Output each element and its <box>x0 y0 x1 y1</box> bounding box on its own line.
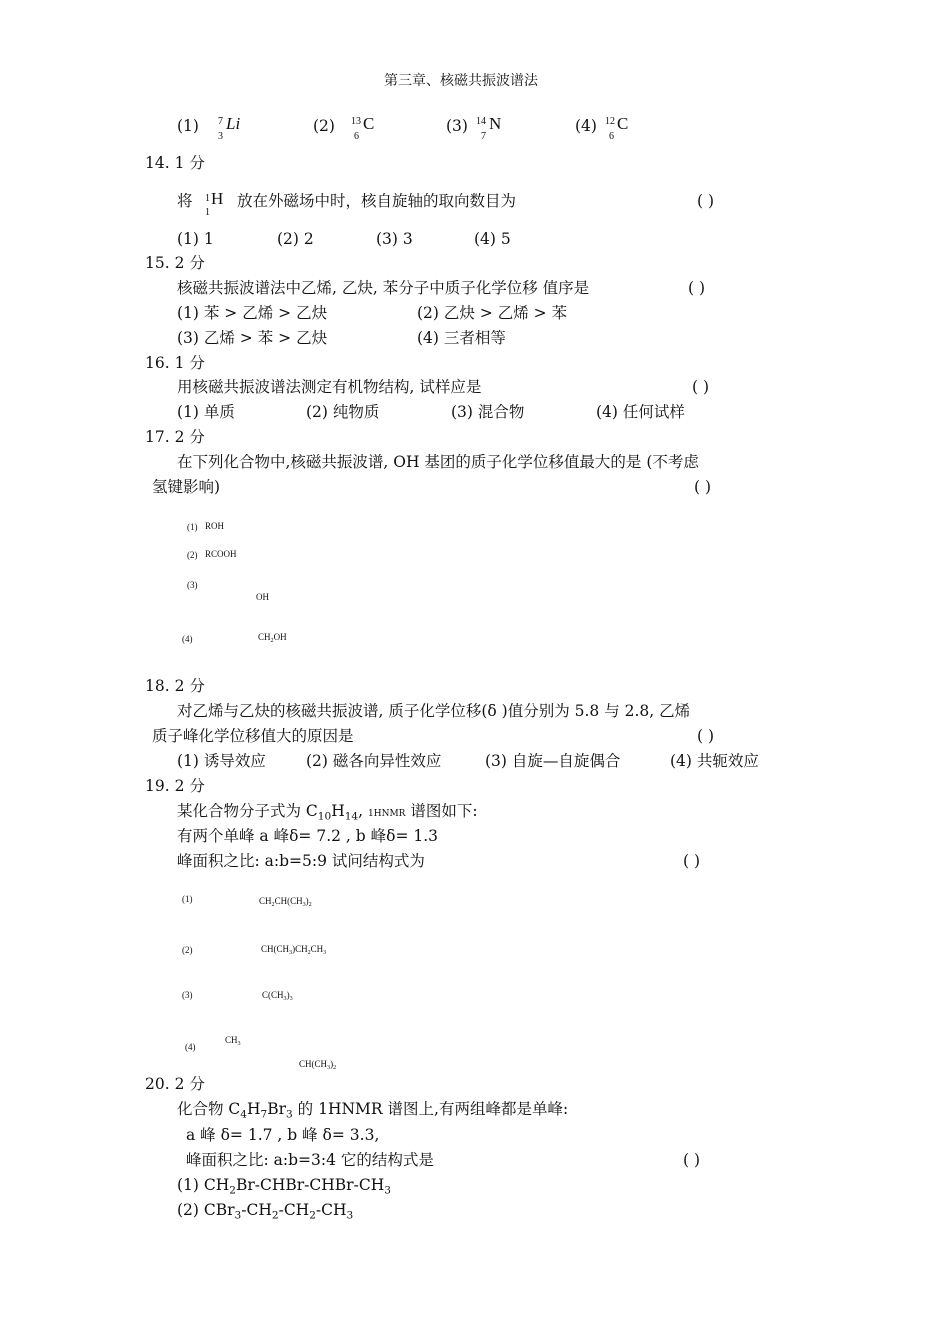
mass-number: 12 <box>605 116 615 127</box>
option: (1) 苯 > 乙烯 > 乙炔 <box>177 304 328 322</box>
option: (4) 任何试样 <box>596 403 685 421</box>
question-head: 14. 1 分 <box>145 154 205 172</box>
mass-number: 7 <box>218 116 223 127</box>
option-label: (4) <box>182 634 193 644</box>
formula: $C(CH_3)_3$ <box>262 990 293 1003</box>
option-label: (2) <box>187 550 198 560</box>
option-label: (2) <box>182 945 193 955</box>
option: (2) 乙炔 > 乙烯 > 苯 <box>417 304 568 322</box>
atomic-number: 7 <box>481 131 486 142</box>
question-stem: 放在外磁场中时，核自旋轴的取向数目为 <box>237 192 517 210</box>
formula: RCOOH <box>205 549 237 559</box>
option: (1) $CH_2Br-CHBr-CHBr-CH_3$ <box>177 1176 391 1197</box>
question-stem: 化合物 $C_4H_7Br_3$ 的 1HNMR 谱图上,有两组峰都是单峰: <box>177 1100 569 1121</box>
option-label: (3) <box>182 990 193 1000</box>
option-label: (4) <box>185 1042 196 1052</box>
atomic-number: 1 <box>205 207 210 218</box>
question-stem-cont: a 峰 δ= 1.7 , b 峰 δ= 3.3, <box>186 1126 380 1144</box>
option-label: (3) <box>446 117 468 135</box>
answer-bracket: ( ) <box>683 852 701 870</box>
option: (3) 自旋—自旋偶合 <box>485 752 621 770</box>
option: (4) 三者相等 <box>417 329 506 347</box>
option: (2) 纯物质 <box>306 403 380 421</box>
question-stem-cont: 有两个单峰 a 峰δ= 7.2 , b 峰δ= 1.3 <box>177 827 439 845</box>
answer-bracket: ( ) <box>683 1151 701 1169</box>
option: (1) 1 <box>177 230 214 248</box>
question-head: 17. 2 分 <box>145 428 205 446</box>
question-stem-prefix: 将 <box>177 192 193 210</box>
answer-bracket: ( ) <box>697 727 715 745</box>
option: (1) 诱导效应 <box>177 752 266 770</box>
page-title: 第三章、核磁共振波谱法 <box>384 73 538 89</box>
option-label: (2) <box>313 117 335 135</box>
question-head: 20. 2 分 <box>145 1075 205 1093</box>
answer-bracket: ( ) <box>694 478 712 496</box>
element-symbol: Li <box>226 114 241 133</box>
formula: $CH_2OH$ <box>258 632 287 645</box>
question-stem-cont: 氢键影响) <box>152 478 221 496</box>
question-head: 15. 2 分 <box>145 254 205 272</box>
option-label: (1) <box>182 894 193 904</box>
question-stem: 对乙烯与乙炔的核磁共振波谱, 质子化学位移(δ )值分别为 5.8 与 2.8, 乙烯 <box>177 702 691 720</box>
option: (2) $CBr_3-CH_2-CH_2-CH_3$ <box>177 1201 354 1222</box>
question-stem-cont: 峰面积之比: a:b=3:4 它的结构式是 <box>186 1151 434 1169</box>
option: (2) 2 <box>277 230 314 248</box>
answer-bracket: ( ) <box>697 192 715 210</box>
question-stem: 在下列化合物中,核磁共振波谱, OH 基团的质子化学位移值最大的是 (不考虑 <box>177 453 699 471</box>
atomic-number: 6 <box>609 131 614 142</box>
answer-bracket: ( ) <box>688 279 706 297</box>
option: (2) 磁各向异性效应 <box>306 752 442 770</box>
option: (3) 乙烯 > 苯 > 乙炔 <box>177 329 328 347</box>
option: (1) 单质 <box>177 403 235 421</box>
atomic-number: 6 <box>354 131 359 142</box>
formula: OH <box>256 592 269 602</box>
question-head: 19. 2 分 <box>145 777 205 795</box>
answer-bracket: ( ) <box>692 378 710 396</box>
mass-number: 14 <box>476 116 486 127</box>
formula: ROH <box>205 521 225 531</box>
option: (3) 3 <box>376 230 413 248</box>
formula: $CH(CH_3)CH_2CH_3$ <box>261 944 327 957</box>
element-symbol: H <box>211 189 224 208</box>
element-symbol: C <box>617 114 629 133</box>
atomic-number: 3 <box>218 131 223 142</box>
option: (4) 共轭效应 <box>670 752 759 770</box>
option-label: (1) <box>187 522 198 532</box>
question-stem-cont: 质子峰化学位移值大的原因是 <box>152 727 354 745</box>
question-head: 16. 1 分 <box>145 354 205 372</box>
formula: $CH(CH_3)_2$ <box>299 1059 337 1072</box>
option: (3) 混合物 <box>451 403 525 421</box>
question-stem: 某化合物分子式为 $C_{10}H_{14}$, 1HNMR 谱图如下: <box>177 802 478 823</box>
formula: $CH_2CH(CH_3)_2$ <box>259 896 312 909</box>
element-symbol: N <box>489 114 502 133</box>
formula-top: $CH_3$ <box>225 1035 241 1048</box>
element-symbol: C <box>363 114 375 133</box>
question-head: 18. 2 分 <box>145 677 205 695</box>
option-label: (1) <box>177 117 199 135</box>
question-stem: 用核磁共振波谱法测定有机物结构, 试样应是 <box>177 378 482 396</box>
question-stem-cont: 峰面积之比: a:b=5:9 试问结构式为 <box>177 852 425 870</box>
option-label: (4) <box>575 117 597 135</box>
mass-number: 1 <box>205 193 210 204</box>
option-label: (3) <box>187 580 198 590</box>
option: (4) 5 <box>474 230 511 248</box>
mass-number: 13 <box>351 116 361 127</box>
question-stem: 核磁共振波谱法中乙烯, 乙炔, 苯分子中质子化学位移 值序是 <box>177 279 590 297</box>
